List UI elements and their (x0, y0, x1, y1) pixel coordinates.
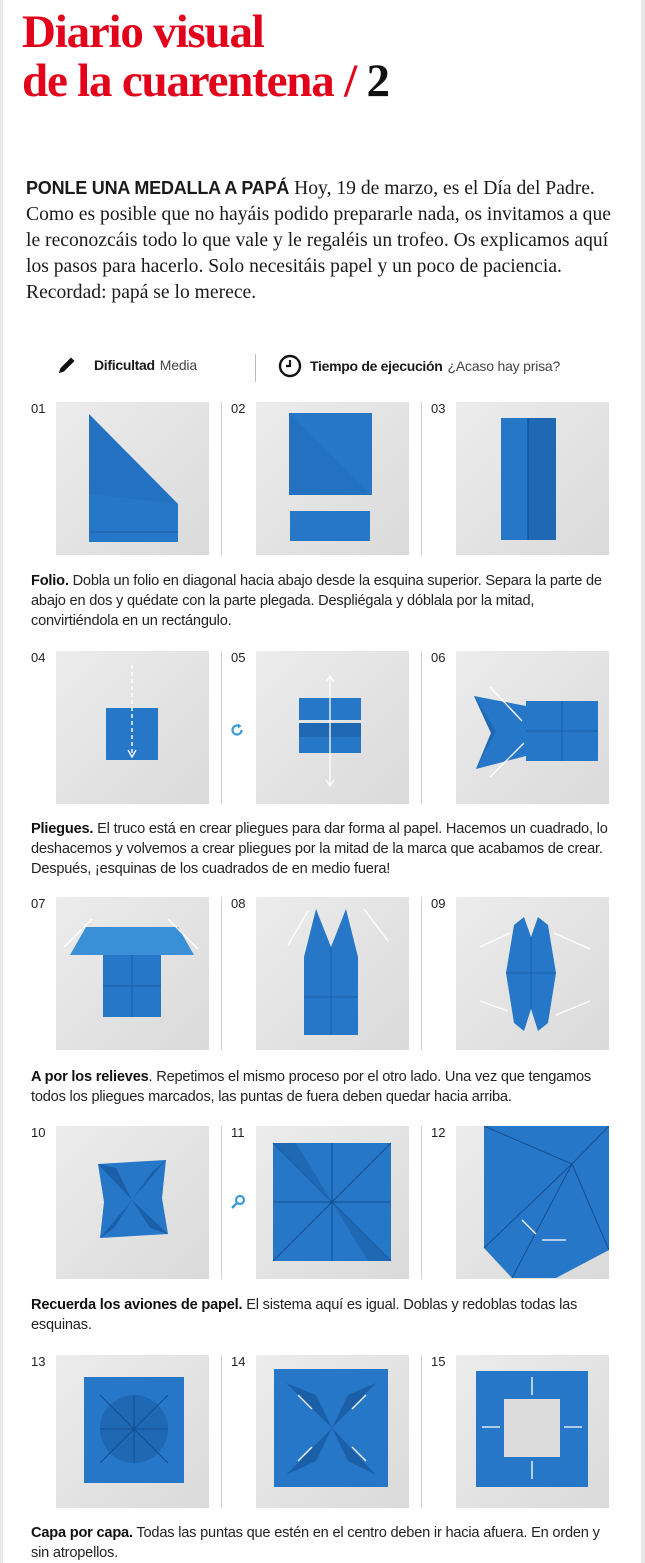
page-title (22, 8, 389, 106)
time-label: Tiempo de ejecución (310, 358, 443, 374)
step-number: 02 (231, 401, 246, 416)
step-photo-14 (256, 1355, 409, 1508)
step-number: 05 (231, 650, 246, 665)
caption-2-text: El truco está en crear pliegues para dar forma al papel. Hacemos un cuadrado, lo deshacemos y volvemos a crear pliegues por la mitad de la marca que acabamos de crear. Después, ¡esquinas de los cuadrados de en medio fuera! (31, 821, 608, 877)
column-divider (221, 651, 222, 804)
caption-1-bold: Folio. (31, 573, 69, 589)
caption-4 (31, 1295, 621, 1335)
pencil-icon (56, 354, 78, 376)
column-divider (421, 897, 422, 1050)
step-number: 13 (31, 1354, 46, 1369)
step-number: 11 (231, 1125, 245, 1140)
column-divider (421, 651, 422, 804)
time-value: ¿Acaso hay prisa? (447, 358, 561, 374)
magnify-icon (230, 1194, 246, 1210)
step-photo-03 (456, 402, 609, 555)
title-line-2 (22, 57, 389, 106)
intro-kicker: PONLE UNA MEDALLA A PAPÁ (26, 178, 290, 198)
intro-text: Hoy, 19 de marzo, es el Día del Padre. Como es posible que no hayáis podido prepararle nada, os invitamos a que le reconozcáis todo lo que vale y le regaléis un trofeo. Os explicamos aquí los pasos para hacerlo. Solo necesitáis papel y un poco de paciencia. Recordad: papá se lo merece. (26, 178, 611, 303)
caption-3 (31, 1067, 621, 1107)
title-line-1: Diario visual (22, 6, 264, 58)
step-photo-05 (256, 651, 409, 804)
step-number: 07 (31, 896, 46, 911)
clock-icon (278, 354, 302, 378)
step-number: 01 (31, 401, 46, 416)
meta-divider (255, 354, 256, 382)
caption-5 (31, 1523, 621, 1563)
column-divider (421, 402, 422, 555)
page-edge-left (0, 0, 3, 1563)
column-divider (421, 1126, 422, 1279)
column-divider (221, 402, 222, 555)
step-number: 10 (31, 1125, 46, 1140)
caption-1-text: Dobla un folio en diagonal hacia abajo desde la esquina superior. Separa la parte de abajo en dos y quédate con la parte plegada. Despliégala y dóblala por la mitad, convirtiéndola en un rectángulo. (31, 573, 602, 629)
caption-3-text: . Repetimos el mismo proceso por el otro lado. Una vez que tengamos todos los pliegues marcados, las puntas de fuera deben quedar hacia arriba. (31, 1069, 592, 1105)
title-line-2-text: de la cuarentena / (22, 55, 356, 107)
caption-2-bold: Pliegues. (31, 821, 94, 837)
caption-5-bold: Capa por capa. (31, 1525, 133, 1541)
column-divider (421, 1355, 422, 1508)
caption-4-bold: Recuerda los aviones de papel. (31, 1297, 243, 1313)
difficulty-label: Dificultad (94, 357, 155, 373)
step-photo-15 (456, 1355, 609, 1508)
step-photo-13 (56, 1355, 209, 1508)
caption-4-text: El sistema aquí es igual. Doblas y redoblas todas las esquinas. (31, 1297, 578, 1333)
step-photo-12 (456, 1126, 609, 1279)
column-divider (221, 1355, 222, 1508)
rotate-icon (229, 722, 245, 738)
step-photo-08 (256, 897, 409, 1050)
meta-bar (56, 350, 616, 380)
caption-1 (31, 571, 621, 631)
step-number: 08 (231, 896, 246, 911)
step-photo-06 (456, 651, 609, 804)
step-number: 12 (431, 1125, 446, 1140)
step-photo-07 (56, 897, 209, 1050)
step-photo-11 (256, 1126, 409, 1279)
step-number: 14 (231, 1354, 246, 1369)
step-number: 04 (31, 650, 46, 665)
caption-3-bold: A por los relieves (31, 1069, 149, 1085)
step-number: 03 (431, 401, 446, 416)
page-edge-right (641, 0, 645, 1563)
execution-time (278, 354, 560, 378)
difficulty (56, 354, 197, 376)
step-photo-09 (456, 897, 609, 1050)
step-photo-01 (56, 402, 209, 555)
column-divider (221, 897, 222, 1050)
step-photo-02 (256, 402, 409, 555)
step-number: 09 (431, 896, 446, 911)
step-number: 15 (431, 1354, 446, 1369)
caption-2 (31, 819, 621, 879)
column-divider (221, 1126, 222, 1279)
step-number: 06 (431, 650, 446, 665)
intro-paragraph (26, 175, 626, 306)
difficulty-value: Media (159, 357, 197, 373)
caption-5-text: Todas las puntas que estén en el centro deben ir hacia afuera. En orden y sin atropellos. (31, 1525, 600, 1561)
title-number: 2 (366, 55, 389, 107)
step-photo-10 (56, 1126, 209, 1279)
step-photo-04 (56, 651, 209, 804)
